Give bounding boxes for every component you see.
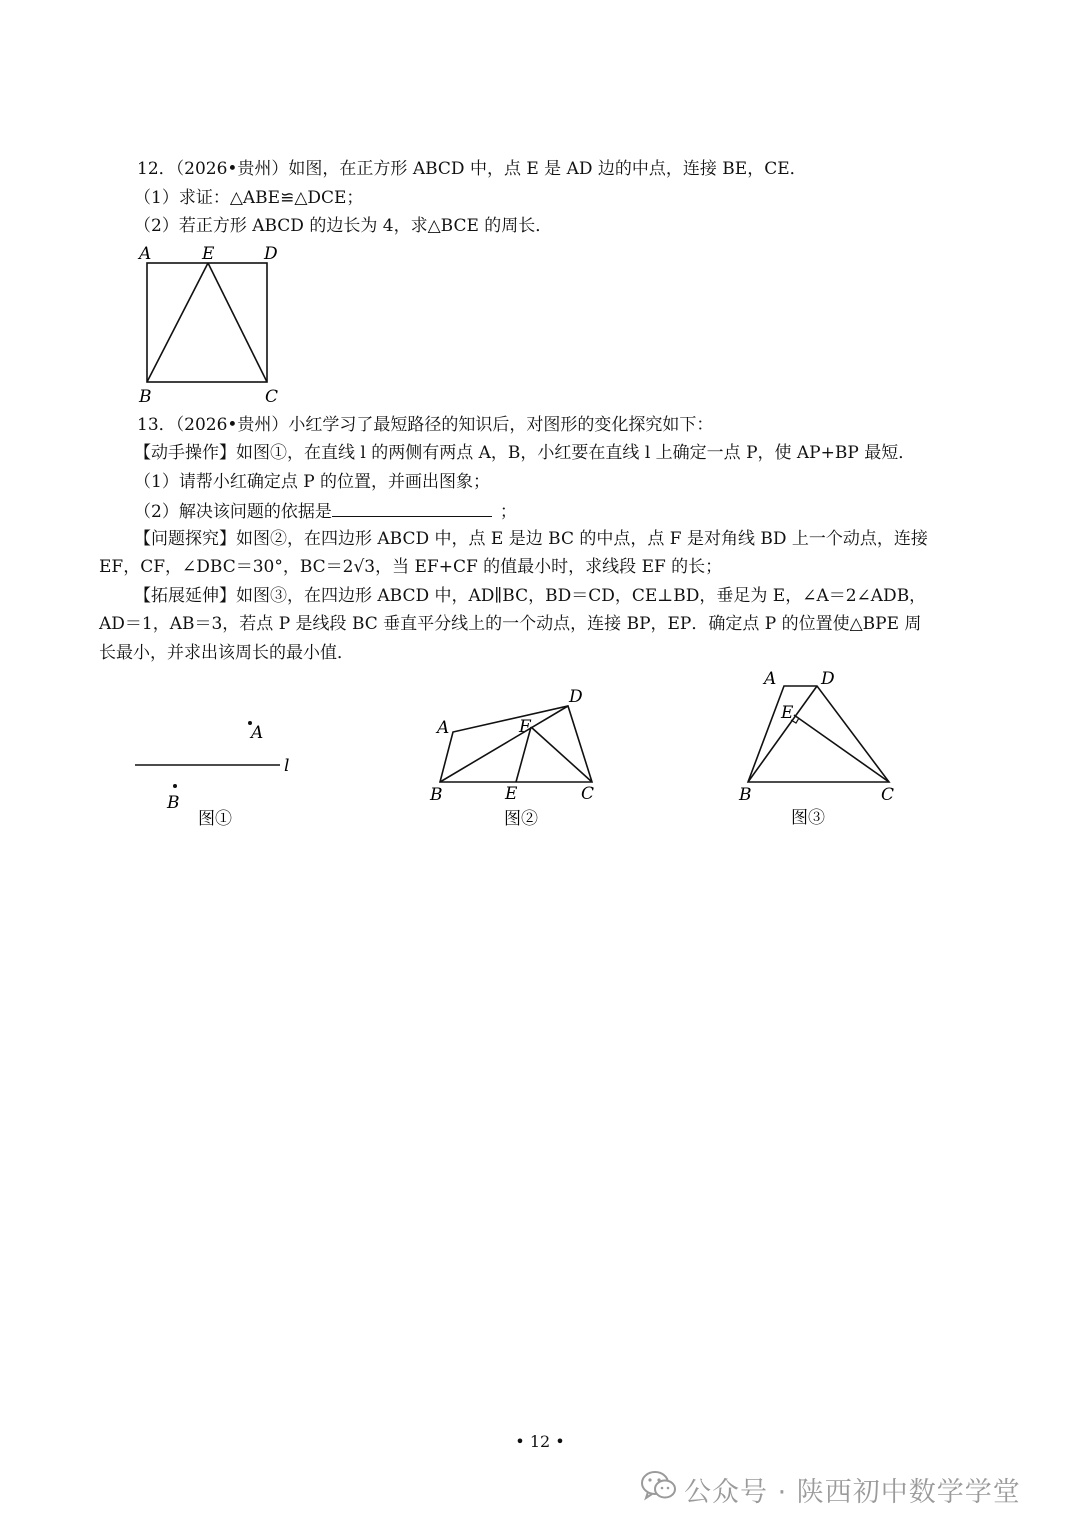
q13-extend-line1: 【拓展延伸】如图③，在四边形 ABCD 中，AD∥BC，BD＝CD，CE⊥BD，垂足为 E，∠A＝2∠ADB， [134, 586, 927, 606]
q13-explore-line1: 【问题探究】如图②，在四边形 ABCD 中，点 E 是边 BC 的中点，点 F 是对角线 BD 上一个动点，连接 [134, 529, 928, 549]
fig3-label-e: E [781, 703, 794, 723]
fig3-label-a: A [764, 669, 777, 689]
figure-2 [425, 680, 615, 840]
fig3-label-b: B [739, 785, 752, 805]
watermark [640, 1464, 1060, 1508]
q13-operation: 【动手操作】如图①，在直线 l 的两侧有两点 A，B，小红要在直线 l 上确定一点 P，使 AP+BP 最短． [134, 443, 916, 463]
fig2-label-e: E [505, 784, 518, 804]
fig3-label-d: D [821, 669, 835, 689]
q13-operation-part2 [134, 498, 517, 524]
fig2-label-b: B [430, 785, 443, 805]
q12-square-figure [130, 240, 300, 410]
point-b [173, 784, 177, 788]
q12-part1: （1）求证：△ABE≌△DCE； [134, 188, 364, 208]
q13-extend-line2: AD＝1，AB＝3，若点 P 是线段 BC 垂直平分线上的一个动点，连接 BP，EP．确定点 P 的位置使△BPE 周 [99, 614, 922, 634]
fig1-label-a: A [251, 723, 264, 743]
q13-stem: 13．（2026•贵州）小红学习了最短路径的知识后，对图形的变化探究如下： [137, 415, 714, 435]
watermark-text: 公众号 · 陕西初中数学学堂 [684, 1477, 1021, 1508]
q13-op2-suffix: ； [499, 502, 517, 522]
answer-blank [332, 498, 492, 517]
fig2-label-d: D [569, 687, 583, 707]
fig1-caption: 图① [198, 809, 232, 829]
q12-label-d: D [264, 244, 278, 264]
q12-part2: （2）若正方形 ABCD 的边长为 4，求△BCE 的周长． [134, 216, 553, 236]
q13-extend-line3: 长最小，并求出该周长的最小值． [99, 643, 354, 663]
fig2-label-c: C [581, 784, 595, 804]
q12-stem: 12．（2026•贵州）如图，在正方形 ABCD 中，点 E 是 AD 边的中点，连接 BE，CE． [137, 159, 807, 179]
q13-operation-part1: （1）请帮小红确定点 P 的位置，并画出图象； [134, 472, 491, 492]
figure-1 [130, 700, 310, 840]
fig3-label-c: C [881, 785, 895, 805]
wechat-icon [640, 1469, 678, 1503]
q12-label-e: E [202, 244, 215, 264]
page-number: • 12 • [515, 1432, 565, 1451]
fig2-label-f: F [519, 717, 531, 737]
fig3-caption: 图③ [791, 808, 825, 828]
fig2-label-a: A [437, 718, 450, 738]
fig1-label-b: B [167, 793, 180, 813]
q13-op2-prefix: （2）解决该问题的依据是 [134, 502, 332, 522]
fig2-caption: 图② [504, 809, 538, 829]
q13-explore-line2: EF，CF，∠DBC＝30°，BC＝2√3，当 EF+CF 的值最小时，求线段 EF 的长； [99, 557, 723, 577]
fig1-label-l: l [284, 756, 290, 776]
figure-3 [733, 665, 913, 840]
q12-label-a: A [139, 244, 152, 264]
q12-label-c: C [265, 387, 279, 407]
q12-label-b: B [139, 387, 152, 407]
